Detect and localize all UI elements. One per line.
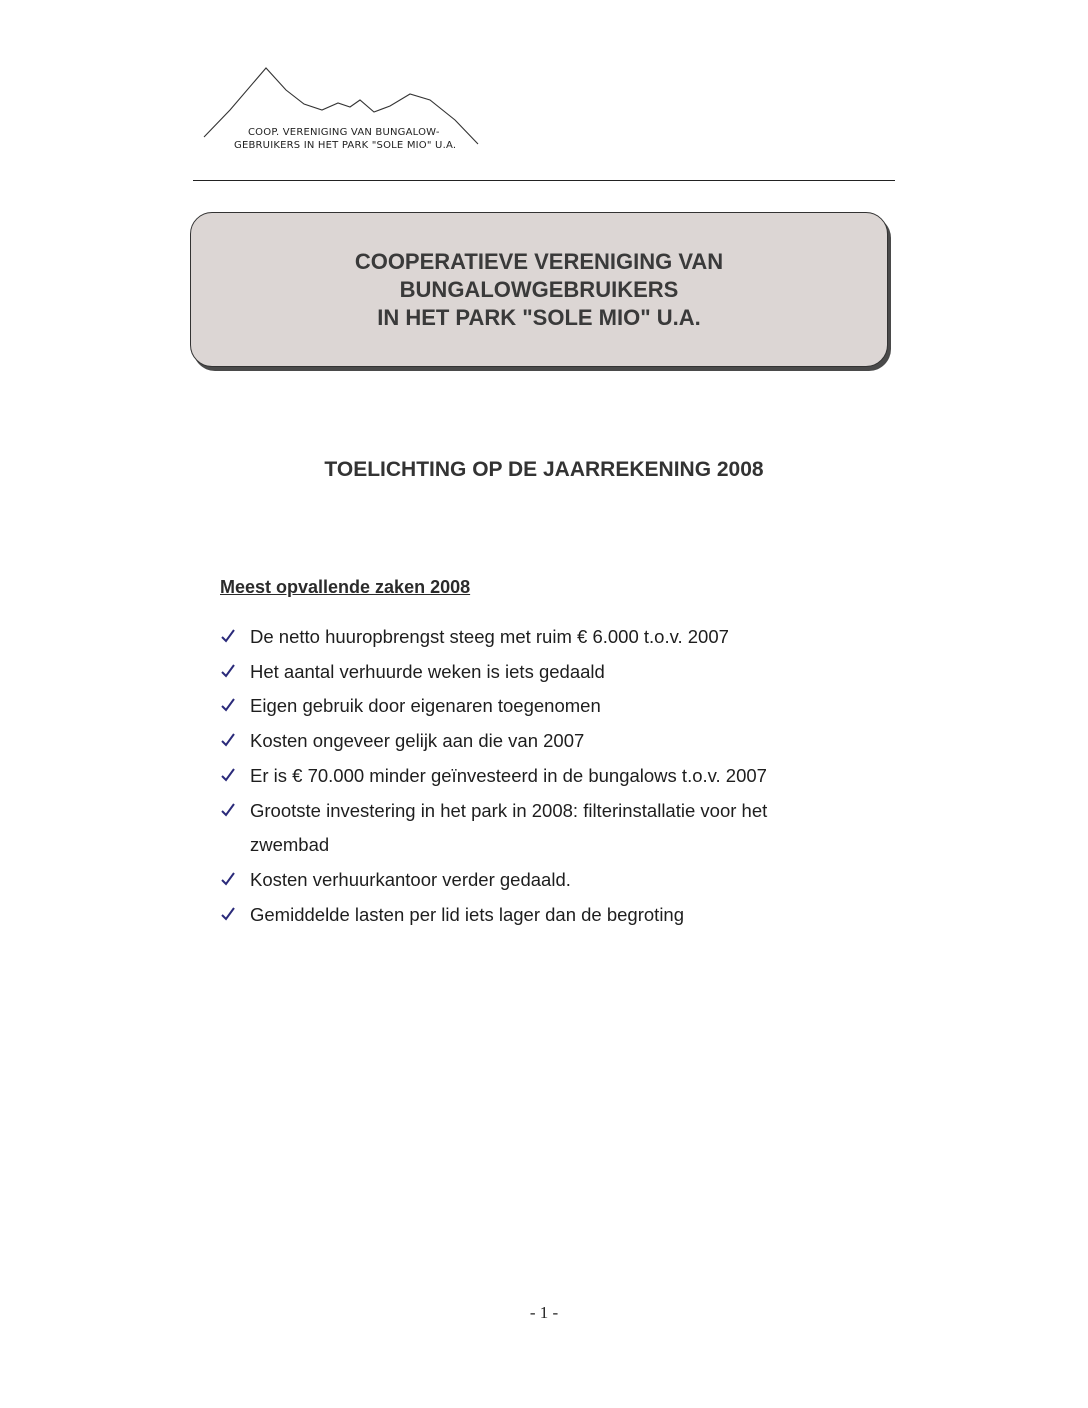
list-item (220, 898, 840, 933)
list-item-text: Kosten verhuurkantoor verder gedaald. (250, 868, 571, 890)
checkmark-icon (220, 697, 236, 713)
title-line-3: IN HET PARK "SOLE MIO" U.A. (377, 304, 701, 330)
list-item-text: Gemiddelde lasten per lid iets lager dan de begroting (250, 903, 685, 925)
highlights-list (220, 620, 840, 932)
list-item (220, 655, 840, 690)
list-item (220, 689, 840, 724)
title-line-2: BUNGALOWGEBRUIKERS (399, 276, 679, 302)
checkmark-icon (220, 628, 236, 644)
list-item (220, 620, 840, 655)
list-item-text: Grootste investering in het park in 2008: filterinstallatie voor het zwembad (250, 799, 768, 856)
list-item (220, 759, 840, 794)
list-item-text: Er is € 70.000 minder geïnvesteerd in de bungalows t.o.v. 2007 (250, 764, 767, 786)
header-divider (193, 180, 895, 181)
checkmark-icon (220, 663, 236, 679)
organization-logo (200, 60, 485, 160)
list-item (220, 724, 840, 759)
list-item (220, 794, 840, 863)
logo-caption-line2: GEBRUIKERS IN HET PARK "SOLE MIO" U.A. (234, 140, 457, 151)
page-number: - 1 - (529, 1303, 559, 1322)
checkmark-icon (220, 871, 236, 887)
checkmark-icon (220, 767, 236, 783)
checkmark-icon (220, 732, 236, 748)
title-box (190, 212, 888, 367)
section-heading: Meest opvallende zaken 2008 (220, 577, 471, 597)
logo-caption-line1: COOP. VERENIGING VAN BUNGALOW- (248, 127, 440, 138)
list-item (220, 863, 840, 898)
checkmark-icon (220, 906, 236, 922)
list-item-text: Eigen gebruik door eigenaren toegenomen (250, 695, 601, 717)
list-item-text: Het aantal verhuurde weken is iets gedaald (250, 660, 605, 682)
list-item-text: De netto huuropbrengst steeg met ruim € 6.000 t.o.v. 2007 (250, 626, 729, 647)
checkmark-icon (220, 802, 236, 818)
title-line-1: COOPERATIEVE VERENIGING VAN (354, 248, 724, 274)
document-subtitle: TOELICHTING OP DE JAARREKENING 2008 (324, 458, 764, 481)
list-item-text: Kosten ongeveer gelijk aan die van 2007 (250, 730, 585, 752)
logo-caption (234, 126, 456, 152)
